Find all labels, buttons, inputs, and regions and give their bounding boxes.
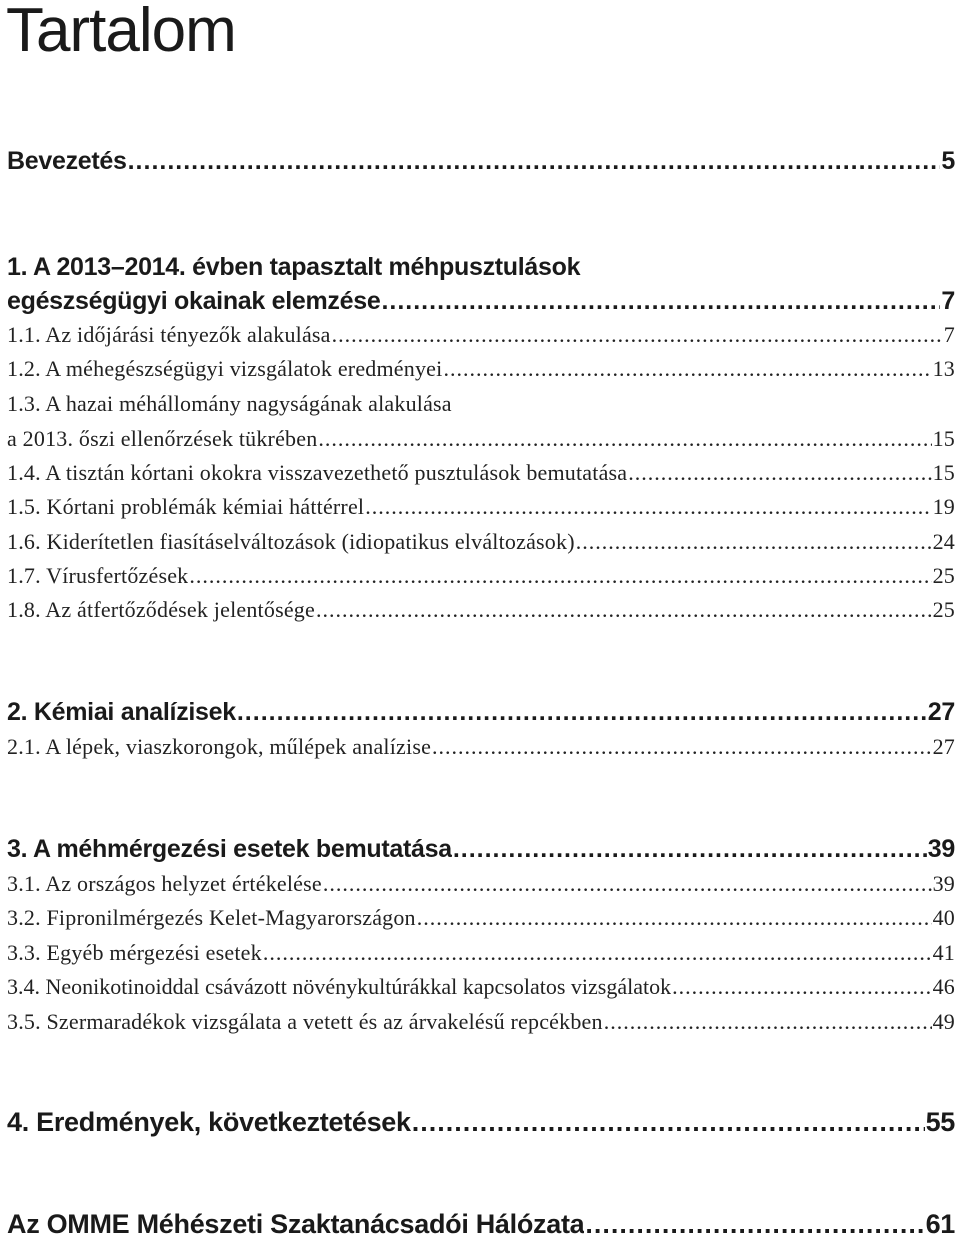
toc-entry-label: 1.1. Az időjárási tényezők alakulása [7, 322, 331, 347]
toc-entry-1-1[interactable] [7, 322, 955, 348]
dot-leader [453, 834, 927, 864]
toc-entry-label: 3.3. Egyéb mérgezési esetek [7, 940, 262, 965]
toc-entry-label: 1.7. Vírusfertőzések [7, 563, 189, 588]
dot-leader [672, 974, 931, 1000]
toc-page-number: 5 [941, 147, 955, 175]
toc-page-number: 25 [932, 597, 955, 622]
dot-leader [417, 905, 932, 931]
toc-page-number: 41 [932, 940, 955, 965]
toc-page-number: 46 [932, 974, 955, 999]
toc-entry-label-line1: 1.3. A hazai méhállomány nagyságának alakulása [7, 391, 452, 416]
toc-entry-omme[interactable] [7, 1209, 955, 1239]
toc-entry-1-3[interactable] [7, 391, 955, 452]
toc-page-number: 55 [925, 1107, 955, 1137]
toc-entry-1-4[interactable] [7, 460, 955, 486]
dot-leader [576, 529, 932, 555]
toc-entry-1-5[interactable] [7, 494, 955, 520]
toc-entry-chapter-2[interactable] [7, 697, 955, 727]
dot-leader [323, 871, 932, 897]
dot-leader [412, 1107, 925, 1137]
dot-leader [443, 356, 931, 382]
toc-page-number: 39 [932, 871, 955, 896]
toc-entry-label: 3. A méhmérgezési esetek bemutatása [7, 835, 452, 863]
dot-leader [263, 940, 932, 966]
toc-entry-label: 3.4. Neonikotinoiddal csávázott növénykultúrákkal kapcsolatos vizsgálatok [7, 974, 672, 999]
toc-entry-label: Az OMME Méhészeti Szaktanácsadói Hálózata [7, 1209, 585, 1239]
toc-entry-label: 3.5. Szermaradékok vizsgálata a vetett és az árvakelésű repcékben [7, 1009, 603, 1034]
dot-leader [604, 1009, 932, 1035]
toc-page-number: 27 [932, 734, 955, 759]
toc-entry-1-2[interactable] [7, 356, 955, 382]
toc-page-number: 27 [927, 698, 955, 726]
dot-leader [189, 563, 931, 589]
toc-entry-label-line1: 1. A 2013–2014. évben tapasztalt méhpusztulások [7, 253, 581, 281]
toc-page-number: 25 [932, 563, 955, 588]
toc-page-number: 15 [932, 460, 955, 485]
toc-entry-3-1[interactable] [7, 871, 955, 897]
toc-entry-3-5[interactable] [7, 1009, 955, 1035]
toc-page-number: 40 [932, 905, 955, 930]
dot-leader [318, 426, 931, 452]
toc-entry-label-line2: a 2013. őszi ellenőrzések tükrében [7, 426, 318, 451]
dot-leader [381, 286, 940, 316]
toc-entry-label: 1.5. Kórtani problémák kémiai háttérrel [7, 494, 365, 519]
toc-entry-label-line2: egészségügyi okainak elemzése [7, 287, 381, 315]
toc-entry-label: 1.2. A méhegészségügyi vizsgálatok eredményei [7, 356, 443, 381]
toc-entry-3-4[interactable] [7, 974, 955, 1000]
toc-entry-label: Bevezetés [7, 147, 127, 175]
toc-entry-label: 3.1. Az országos helyzet értékelése [7, 871, 322, 896]
toc-page-number: 13 [932, 356, 955, 381]
toc-entry-intro[interactable] [7, 146, 955, 176]
page-title: Tartalom [6, 0, 236, 65]
toc-entry-label: 3.2. Fipronilmérgezés Kelet-Magyarországon [7, 905, 416, 930]
toc-page-number: 7 [943, 322, 955, 347]
toc-entry-3-3[interactable] [7, 940, 955, 966]
toc-page-number: 24 [932, 529, 955, 554]
dot-leader [585, 1209, 924, 1239]
dot-leader [432, 734, 932, 760]
toc-entry-1-8[interactable] [7, 597, 955, 623]
dot-leader [128, 146, 941, 176]
dot-leader [628, 460, 931, 486]
toc-entry-label: 4. Eredmények, következtetések [7, 1107, 411, 1137]
toc-page-number: 7 [941, 287, 955, 315]
dot-leader [316, 597, 932, 623]
toc-entry-label: 1.4. A tisztán kórtani okokra visszavezethető pusztulások bemutatása [7, 460, 628, 485]
toc-entry-chapter-3[interactable] [7, 834, 955, 864]
toc-entry-3-2[interactable] [7, 905, 955, 931]
toc-entry-label: 1.8. Az átfertőződések jelentősége [7, 597, 315, 622]
dot-leader [365, 494, 931, 520]
dot-leader [332, 322, 943, 348]
toc-entry-label: 1.6. Kiderítetlen fiasításelváltozások (idiopatikus elváltozások) [7, 529, 575, 554]
toc-entry-2-1[interactable] [7, 734, 955, 760]
toc-page-number: 19 [932, 494, 955, 519]
toc-page-number: 39 [927, 835, 955, 863]
toc-page-number: 15 [932, 426, 955, 451]
toc-page-number: 61 [925, 1209, 955, 1239]
toc-entry-label: 2.1. A lépek, viaszkorongok, műlépek analízise [7, 734, 432, 759]
toc-entry-1-6[interactable] [7, 529, 955, 555]
toc-entry-chapter-1[interactable] [7, 252, 955, 316]
toc-entry-label: 2. Kémiai analízisek [7, 698, 236, 726]
toc-entry-chapter-4[interactable] [7, 1107, 955, 1137]
toc-entry-1-7[interactable] [7, 563, 955, 589]
toc-page-number: 49 [932, 1009, 955, 1034]
dot-leader [237, 697, 927, 727]
